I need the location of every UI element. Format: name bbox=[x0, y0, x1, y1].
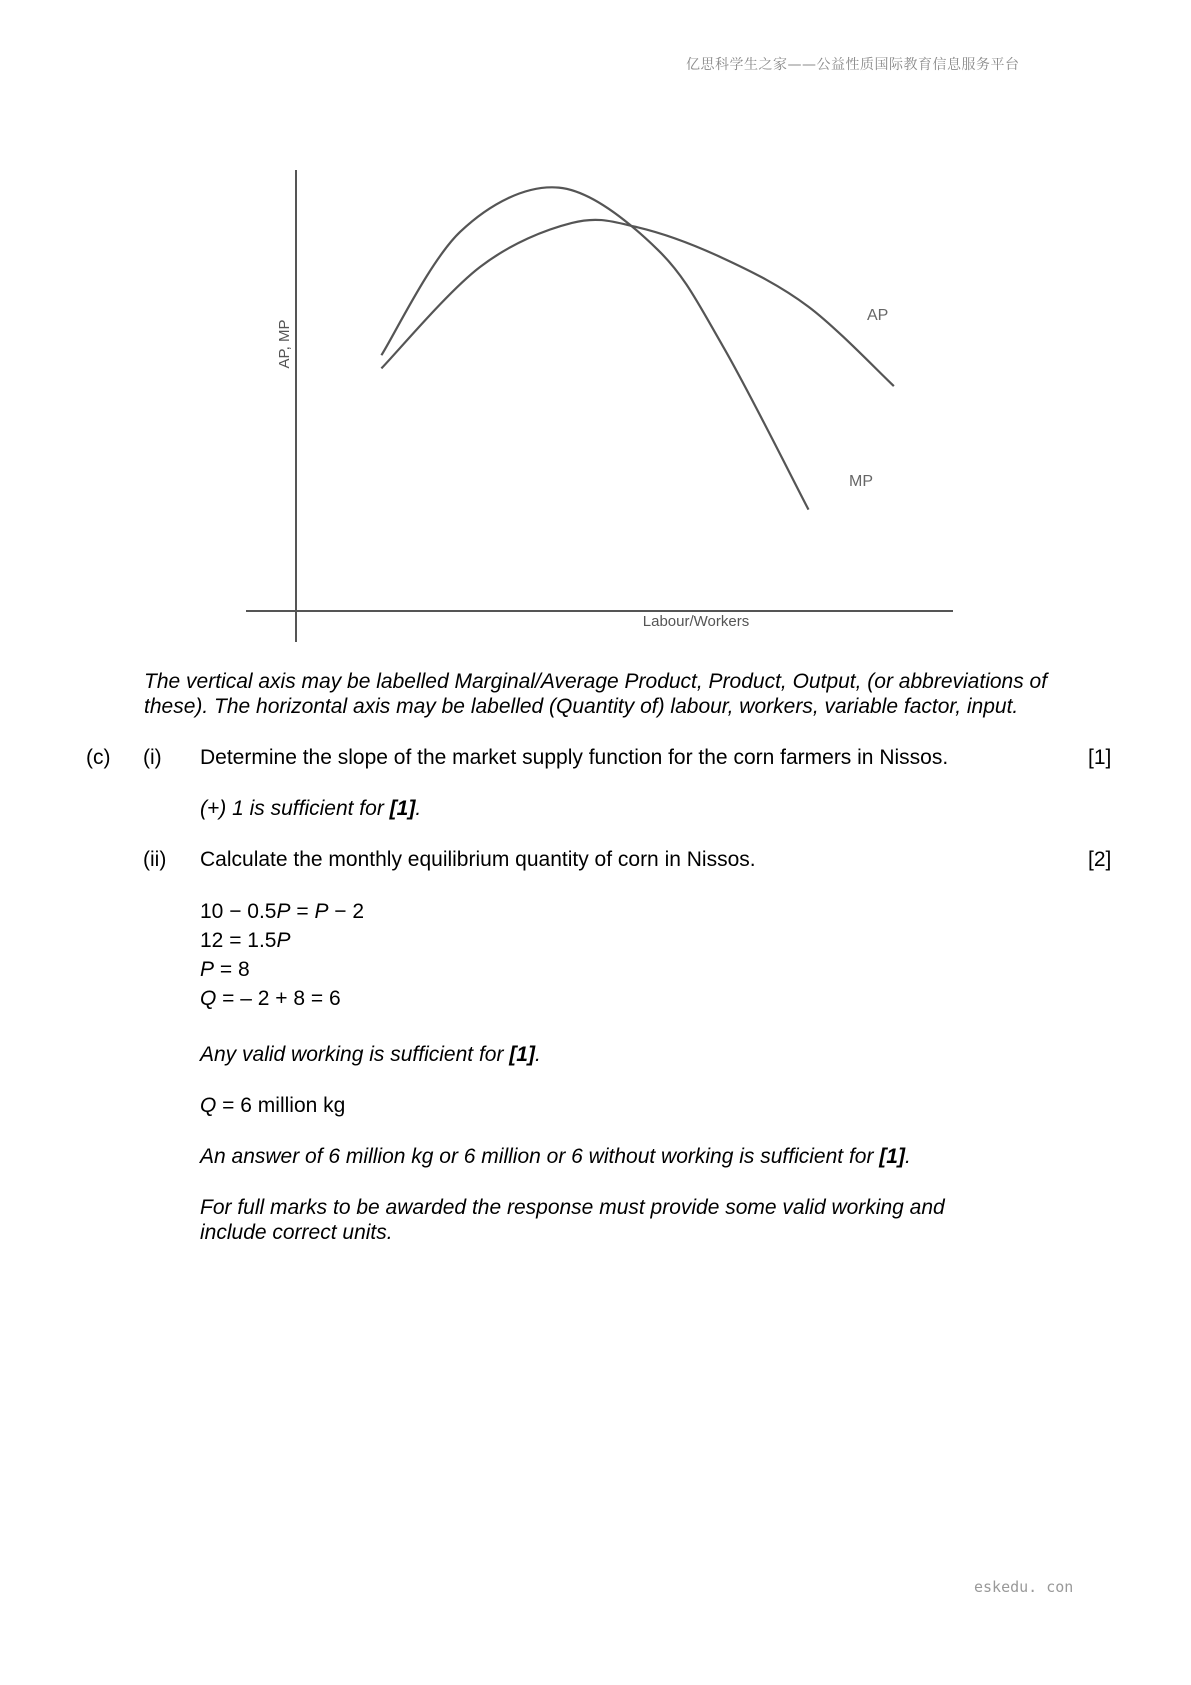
ap-mp-chart bbox=[0, 0, 1191, 680]
part-c-i-answer: (+) 1 is sufficient for [1]. bbox=[200, 797, 422, 820]
part-c-label: (c) bbox=[86, 746, 111, 769]
part-c-ii-label: (ii) bbox=[143, 848, 167, 871]
working-line-1: 10 − 0.5P = P − 2 bbox=[200, 900, 365, 923]
part-c-i-question: Determine the slope of the market supply function for the corn farmers in Nissos. bbox=[200, 746, 949, 769]
y-axis-label: AP, MP bbox=[276, 319, 293, 369]
ap-curve bbox=[381, 220, 894, 386]
axis-labelling-note: The vertical axis may be labelled Marginal/Average Product, Product, Output, (or abbreviations of these). The horizontal axis may be labelled (Quantity of) labour, workers, variable factor, input. bbox=[144, 670, 1048, 718]
part-c-ii-working bbox=[200, 899, 1060, 1015]
answer-quantity: Q = 6 million kg bbox=[200, 1094, 346, 1117]
mp-curve-label: MP bbox=[849, 473, 873, 490]
footer-watermark: eskedu. con bbox=[974, 1578, 1074, 1596]
part-c-i-marks: [1] bbox=[1088, 746, 1112, 769]
header-watermark: 亿思科学生之家——公益性质国际教育信息服务平台 bbox=[686, 57, 1020, 73]
working-note: Any valid working is sufficient for [1]. bbox=[200, 1043, 541, 1066]
part-c-i-label: (i) bbox=[143, 746, 162, 769]
ap-curve-label: AP bbox=[867, 307, 889, 324]
x-axis-label: Labour/Workers bbox=[642, 613, 750, 630]
answer-note: An answer of 6 million kg or 6 million or 6 without working is sufficient for [1]. bbox=[200, 1145, 911, 1168]
working-line-4: Q = – 2 + 8 = 6 bbox=[200, 987, 341, 1010]
working-line-3: P = 8 bbox=[200, 958, 250, 981]
full-marks-note: For full marks to be awarded the response must provide some valid working and include correct units. bbox=[200, 1196, 945, 1244]
part-c-ii-marks: [2] bbox=[1088, 848, 1112, 871]
working-line-2: 12 = 1.5P bbox=[200, 929, 291, 952]
mp-curve bbox=[381, 187, 808, 509]
part-c-ii-question: Calculate the monthly equilibrium quantity of corn in Nissos. bbox=[200, 848, 756, 871]
